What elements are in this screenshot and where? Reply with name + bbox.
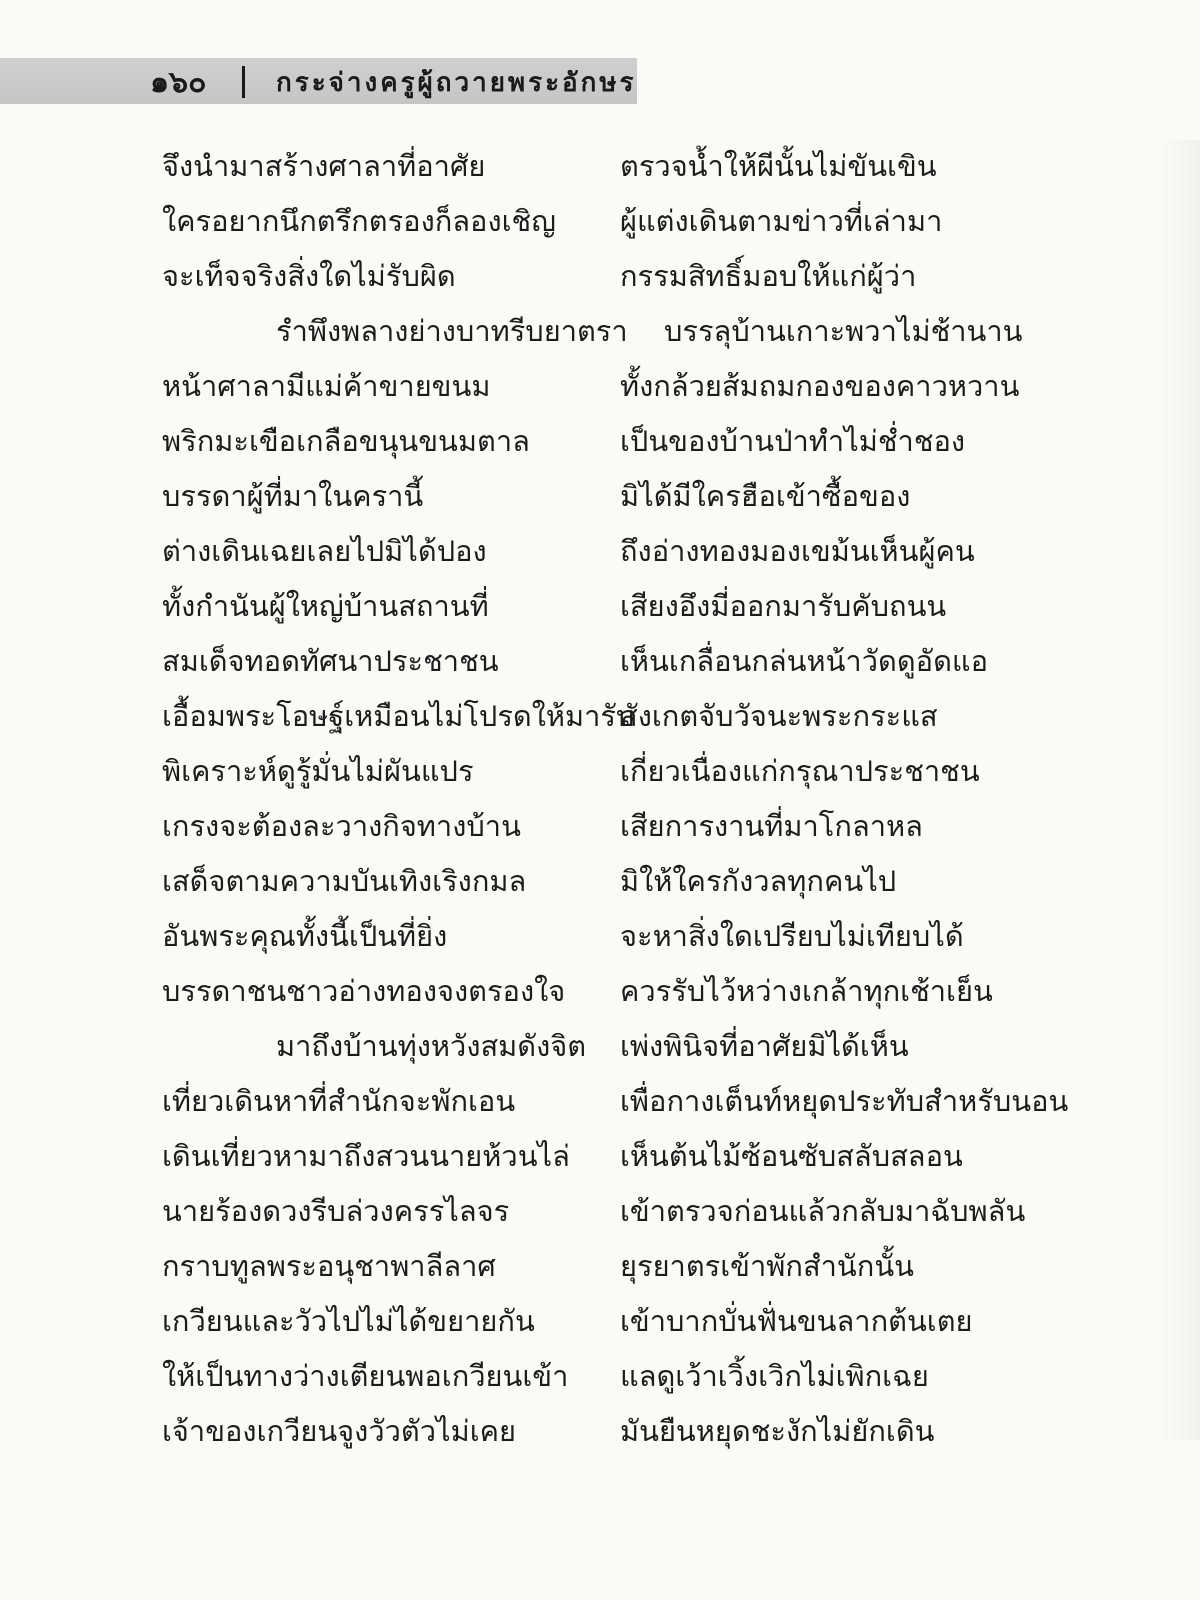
verse-line-left: ทั้งกำนันผู้ใหญ่บ้านสถานที่ [162,589,489,623]
verse-row [0,1020,1200,1075]
verse-line-left: จะเท็จจริงสิ่งใดไม่รับผิด [162,259,456,293]
verse-line-left: มาถึงบ้านทุ่งหวังสมดังจิต [276,1029,587,1063]
verse-line-right: จะหาสิ่งใดเปรียบไม่เทียบได้ [620,919,964,953]
verse-line-right: เป็นของบ้านป่าทำไม่ช่ำชอง [620,424,966,458]
verse-line-right: ยุรยาตรเข้าพักสำนักนั้น [620,1249,914,1283]
verse-row [0,525,1200,580]
verse-row [0,965,1200,1020]
verse-line-right: เสียการงานที่มาโกลาหล [620,809,923,843]
verse-line-left: จึงนำมาสร้างศาลาที่อาศัย [162,149,486,183]
verse-line-right: เกี่ยวเนื่องแก่กรุณาประชาชน [620,754,980,788]
verse-line-right: เห็นต้นไม้ซ้อนซับสลับสลอน [620,1139,963,1173]
verse-line-right: เสียงอึงมี่ออกมารับคับถนน [620,589,947,623]
verse-row [0,1295,1200,1350]
verse-line-left: ต่างเดินเฉยเลยไปมิได้ปอง [162,534,487,568]
verse-line-left: เดินเที่ยวหามาถึงสวนนายห้วนไล่ [162,1139,570,1173]
verse-line-right: ผู้แต่งเดินตามข่าวที่เล่ามา [620,204,943,238]
verse-line-left: ให้เป็นทางว่างเตียนพอเกวียนเข้า [162,1359,569,1393]
verse-row [0,305,1200,360]
verse-row [0,1185,1200,1240]
verse-line-right: บรรลุบ้านเกาะพวาไม่ช้านาน [664,314,1023,348]
verse-line-left: บรรดาชนชาวอ่างทองจงตรองใจ [162,974,566,1008]
book-title: กระจ่างครูผู้ถวายพระอักษร [276,68,637,98]
verse-line-left: รำพึงพลางย่างบาทรีบยาตรา [276,314,628,348]
verse-line-left: เจ้าของเกวียนจูงวัวตัวไม่เคย [162,1414,517,1448]
verse-row [0,690,1200,745]
verse-row [0,470,1200,525]
verse-line-right: ควรรับไว้หว่างเกล้าทุกเช้าเย็น [620,974,993,1008]
verse-row [0,580,1200,635]
verse-row [0,745,1200,800]
verse-row [0,1240,1200,1295]
verse-row [0,855,1200,910]
verse-line-right: เห็นเกลื่อนกล่นหน้าวัดดูอัดแอ [620,644,989,678]
verse-row [0,1130,1200,1185]
verse-row [0,360,1200,415]
verse-line-left: บรรดาผู้ที่มาในครานี้ [162,479,424,513]
verse-row [0,635,1200,690]
verse-line-left: กราบทูลพระอนุชาพาลีลาศ [162,1249,496,1283]
verse-line-right: มิได้มีใครฮือเข้าซื้อของ [620,479,911,513]
verse-line-right: เข้าบากบั่นฟั่นขนลากต้นเตย [620,1304,973,1338]
verse-line-left: เสด็จตามความบันเทิงเริงกมล [162,864,527,898]
verse-line-left: พริกมะเขือเกลือขนุนขนมตาล [162,424,530,458]
verse-line-right: สังเกตจับวัจนะพระกระแส [620,699,938,733]
verse-line-left: เกรงจะต้องละวางกิจทางบ้าน [162,809,521,843]
verse-row [0,140,1200,195]
verse-row [0,1405,1200,1460]
verse-line-right: เข้าตรวจก่อนแล้วกลับมาฉับพลัน [620,1194,1026,1228]
verse-body [0,140,1200,1460]
verse-row [0,910,1200,965]
verse-line-left: อันพระคุณทั้งนี้เป็นที่ยิ่ง [162,919,448,953]
verse-line-left: นายร้องดวงรีบล่วงครรไลจร [162,1194,510,1228]
verse-row [0,195,1200,250]
verse-line-right: ตรวจน้ำให้ผีนั้นไม่ขันเขิน [620,149,937,183]
verse-line-right: แลดูเว้าเวิ้งเวิกไม่เพิกเฉย [620,1359,929,1393]
verse-line-right: ทั้งกล้วยส้มถมกองของคาวหวาน [620,369,1020,403]
verse-row [0,415,1200,470]
verse-line-left: เกวียนและวัวไปไม่ได้ขยายกัน [162,1304,535,1338]
verse-line-left: พิเคราะห์ดูรู้มั่นไม่ผันแปร [162,754,474,788]
verse-line-left: สมเด็จทอดทัศนาประชาชน [162,644,499,678]
verse-line-left: เที่ยวเดินหาที่สำนักจะพักเอน [162,1084,516,1118]
verse-line-right: มิให้ใครกังวลทุกคนไป [620,864,897,898]
page-number: ๑๖๐ [150,65,207,100]
verse-row [0,1350,1200,1405]
verse-line-left: เอื้อมพระโอษฐ์เหมือนไม่โปรดให้มารับ [162,699,635,733]
verse-line-right: ถึงอ่างทองมองเขม้นเห็นผู้คน [620,534,975,568]
verse-line-right: เพื่อกางเต็นท์หยุดประทับสำหรับนอน [620,1084,1069,1118]
verse-line-left: หน้าศาลามีแม่ค้าขายขนม [162,369,491,403]
verse-row [0,800,1200,855]
verse-line-right: กรรมสิทธิ์มอบให้แก่ผู้ว่า [620,259,917,293]
verse-row [0,1075,1200,1130]
verse-line-left: ใครอยากนึกตรึกตรองก็ลองเชิญ [162,204,556,238]
verse-row [0,250,1200,305]
header-divider [242,66,245,98]
verse-line-right: มันยืนหยุดชะงักไม่ยักเดิน [620,1414,935,1448]
verse-line-right: เพ่งพินิจที่อาศัยมิได้เห็น [620,1029,909,1063]
